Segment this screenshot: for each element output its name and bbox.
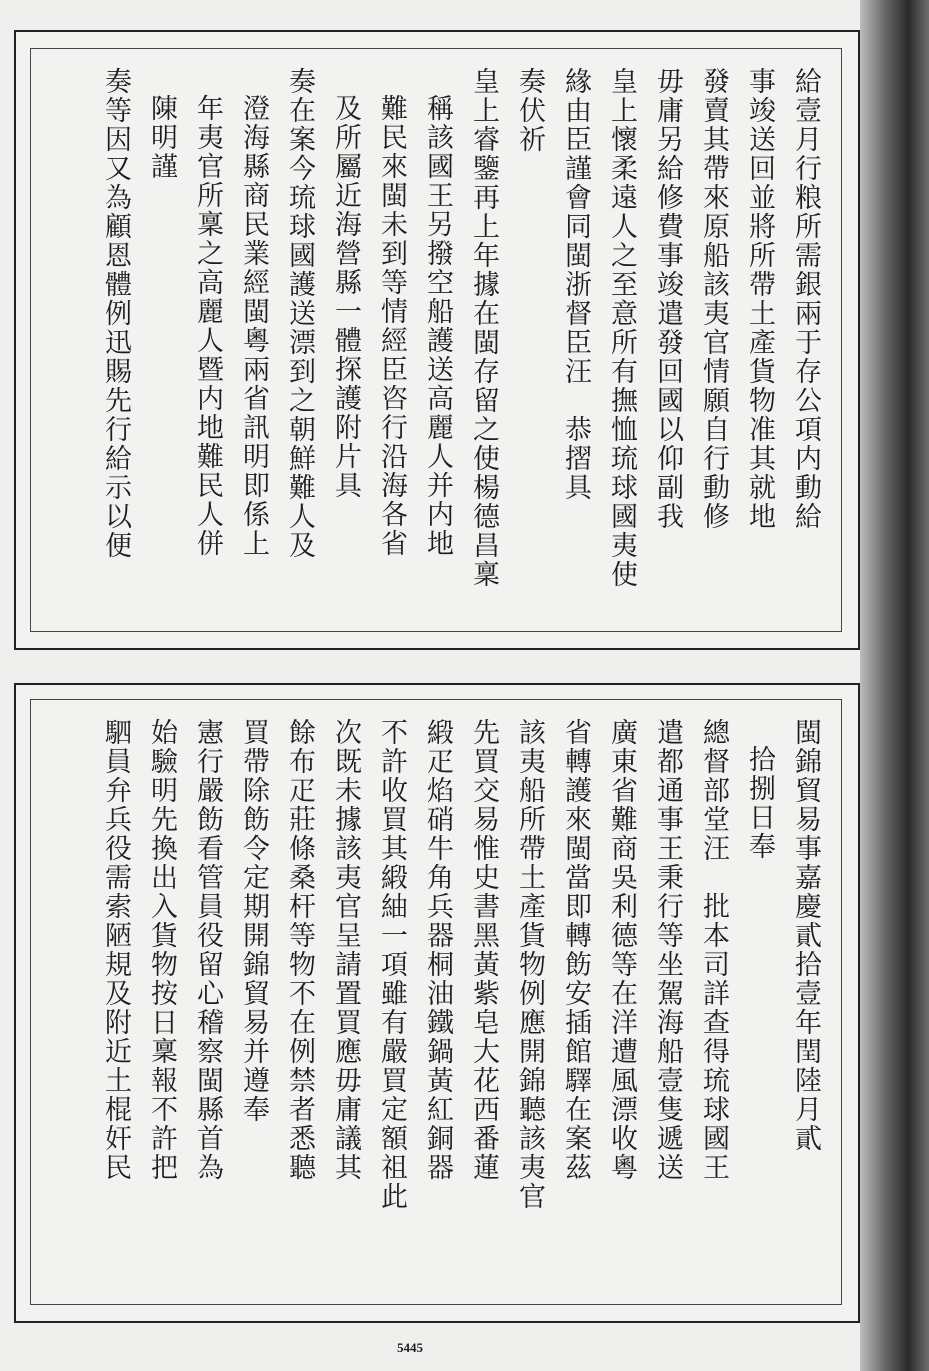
bottom-panel-inner-frame	[30, 699, 842, 1305]
text-column: 買帶除飭令定期開錦貿易并遵奉	[238, 718, 269, 1124]
text-column: 緣由臣謹會同閩浙督臣汪 恭摺具	[560, 67, 591, 502]
text-column: 先買交易惟史書黑黃紫皂大花西番蓮	[468, 718, 499, 1182]
text-column: 澄海縣商民業經閩粵兩省訊明即係上	[238, 94, 269, 558]
text-column: 緞疋焰硝牛角兵器桐油鐵鍋黃紅銅器	[422, 718, 453, 1182]
text-column: 不許收買其緞紬一項雖有嚴買定額祖此	[376, 718, 407, 1211]
text-column: 皇上懷柔遠人之至意所有撫恤琉球國夷使	[606, 67, 637, 589]
text-column: 陳明謹	[146, 94, 177, 181]
text-column: 稱該國王另撥空船護送高麗人并内地	[422, 94, 453, 558]
text-column: 閩錦貿易事嘉慶貳拾壹年閏陸月貳	[790, 718, 821, 1153]
text-column: 給壹月行粮所需銀兩于存公項内動給	[790, 67, 821, 531]
page-number: 5445	[397, 1340, 423, 1355]
text-column: 奏等因又為顧恩體例迅賜先行給示以便	[100, 67, 131, 560]
text-column: 省轉護來閩當即轉飭安插館驛在案茲	[560, 718, 591, 1182]
text-column: 拾捌日奉	[744, 745, 775, 861]
text-column: 憲行嚴飭看管員役留心稽察閩縣首為	[192, 718, 223, 1182]
text-column: 皇上睿鑒再上年據在閩存留之使楊德昌稟	[468, 67, 499, 589]
text-column: 事竣送回並將所帶土產貨物准其就地	[744, 67, 775, 531]
text-column: 毋庸另給修費事竣遣發回國以仰副我	[652, 67, 683, 531]
text-column: 該夷船所帶土產貨物例應開錦聽該夷官	[514, 718, 545, 1211]
text-column: 及所屬近海營縣一體探護附片具	[330, 94, 361, 500]
text-column: 奏伏祈	[514, 67, 545, 154]
top-panel-inner-frame	[30, 48, 842, 632]
book-binding-edge	[860, 0, 929, 1371]
text-column: 次既未據該夷官呈請置買應毋庸議其	[330, 718, 361, 1182]
top-panel-columns	[31, 49, 841, 631]
text-column: 年夷官所稟之高麗人暨内地難民人併	[192, 94, 223, 558]
text-column: 難民來閩未到等情經臣咨行沿海各省	[376, 94, 407, 558]
text-column: 廣東省難商吳利德等在洋遭風漂收粵	[606, 718, 637, 1182]
bottom-panel-columns	[31, 700, 841, 1304]
top-document-panel	[14, 30, 860, 650]
text-column: 總督部堂汪 批本司詳查得琉球國王	[698, 718, 729, 1182]
text-column: 奏在案今琉球國護送漂到之朝鮮難人及	[284, 67, 315, 560]
text-column: 餘布疋莊條桑杆等物不在例禁者悉聽	[284, 718, 315, 1182]
bottom-document-panel	[14, 683, 860, 1323]
text-column: 遣都通事王秉行等坐駕海船壹隻遞送	[652, 718, 683, 1182]
text-column: 始驗明先換出入貨物按日稟報不許把	[146, 718, 177, 1182]
text-column: 發賣其帶來原船該夷官情願自行動修	[698, 67, 729, 531]
text-column: 駟員弁兵役需索陋規及附近土棍奸民	[100, 718, 131, 1182]
